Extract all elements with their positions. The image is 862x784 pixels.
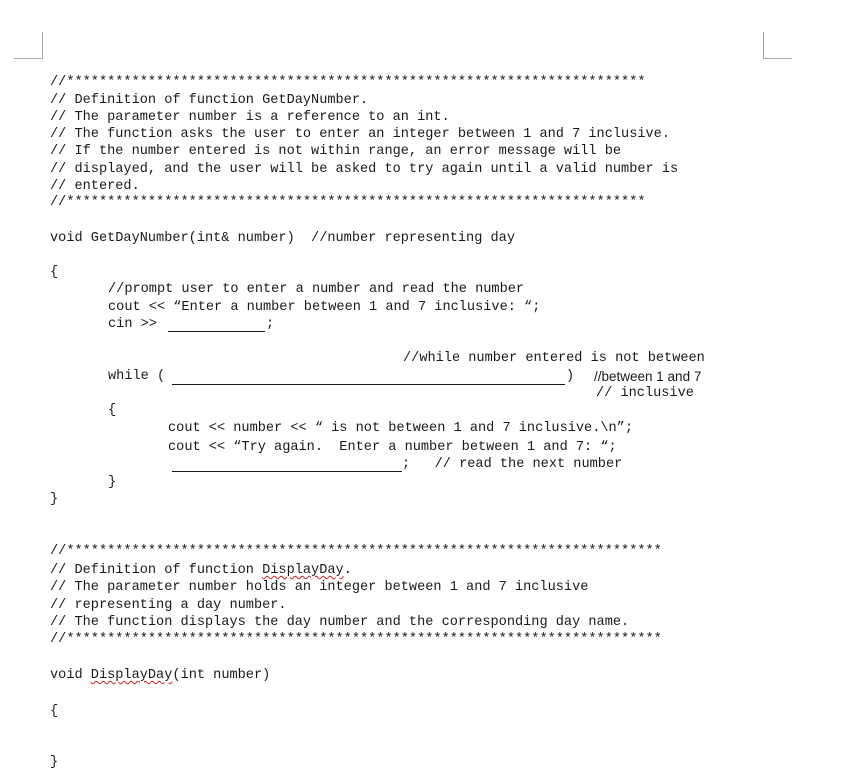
comment-line: // Definition of function GetDayNumber.	[50, 93, 369, 108]
open-brace: {	[50, 265, 59, 280]
code-text: )	[566, 369, 575, 384]
code-comment: //while number entered is not between	[403, 351, 705, 366]
comment-border-top: //***********************************************************************	[50, 75, 646, 90]
comment-text: .	[343, 563, 352, 578]
code-line: cout << “Enter a number between 1 and 7 inclusive: “;	[108, 300, 541, 315]
code-line: cout << number << “ is not between 1 and 7 inclusive.\n”;	[168, 421, 633, 436]
code-line: cout << “Try again. Enter a number between 1 and 7: “;	[168, 440, 617, 455]
code-text: void	[50, 668, 91, 683]
comment-border-bottom: //*************************************************************************	[50, 632, 662, 647]
code-text: while (	[108, 369, 166, 384]
comment-border-bottom: //***********************************************************************	[50, 195, 646, 210]
fill-in-blank[interactable]	[172, 471, 402, 472]
function-signature	[50, 667, 270, 684]
comment-line	[50, 562, 352, 579]
code-comment: // inclusive	[596, 386, 694, 401]
comment-line: // The parameter number is a reference to an int.	[50, 110, 450, 125]
function-signature: void GetDayNumber(int& number) //number representing day	[50, 231, 515, 246]
page-corner-marker-left	[14, 32, 43, 59]
comment-line: // The function asks the user to enter an integer between 1 and 7 inclusive.	[50, 127, 670, 142]
code-text: ;	[266, 317, 275, 332]
comment-line: // The function displays the day number and the corresponding day name.	[50, 615, 630, 630]
code-text: (int number)	[172, 668, 271, 683]
function-name-spellcheck: DisplayDay	[90, 668, 173, 683]
comment-line: // entered.	[50, 179, 140, 194]
code-line-cin	[108, 316, 157, 333]
page-corner-marker-right	[763, 32, 792, 59]
code-comment: ; // read the next number	[402, 457, 623, 472]
code-text: cin >>	[108, 317, 157, 332]
code-comment: //between 1 and 7	[594, 369, 702, 384]
inner-close-brace: }	[108, 475, 117, 490]
comment-border-top: //*************************************************************************	[50, 544, 662, 559]
comment-line: // displayed, and the user will be asked to try again until a valid number is	[50, 162, 679, 177]
comment-line: // The parameter number holds an integer between 1 and 7 inclusive	[50, 580, 589, 595]
close-brace: }	[50, 492, 59, 507]
fill-in-blank[interactable]	[168, 331, 265, 332]
function-name-spellcheck: DisplayDay	[262, 563, 344, 578]
comment-text: // Definition of function	[50, 563, 263, 578]
fill-in-blank[interactable]	[172, 384, 565, 385]
open-brace: {	[50, 704, 59, 719]
comment-line: // representing a day number.	[50, 598, 287, 613]
close-brace: }	[50, 755, 59, 770]
comment-line: // If the number entered is not within range, an error message will be	[50, 144, 622, 159]
code-comment: //prompt user to enter a number and read the number	[108, 282, 525, 297]
inner-open-brace: {	[108, 403, 117, 418]
